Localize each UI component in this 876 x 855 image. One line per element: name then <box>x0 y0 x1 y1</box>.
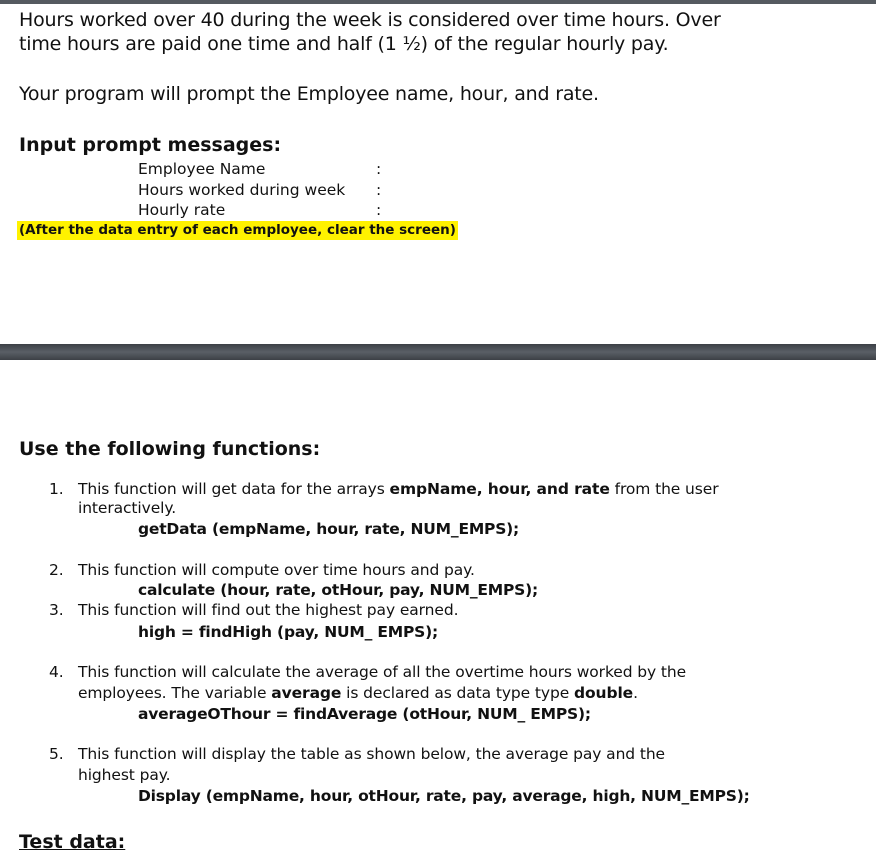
function-5-code: Display (empName, hour, otHour, rate, pay, average, high, NUM_EMPS); <box>138 787 750 805</box>
function-2-code: calculate (hour, rate, otHour, pay, NUM_EMPS); <box>138 581 539 599</box>
clear-screen-note: (After the data entry of each employee, clear the screen) <box>19 222 456 238</box>
page-divider <box>0 344 876 360</box>
input-prompts-heading: Input prompt messages: <box>19 134 282 156</box>
function-4-description-cont: employees. The variable average is declared as data type type double. <box>78 684 638 702</box>
function-2-number: 2. <box>49 561 64 579</box>
intro-line-1: Hours worked over 40 during the week is considered over time hours. Over <box>19 9 721 31</box>
function-5-number: 5. <box>49 745 64 763</box>
function-3-code: high = findHigh (pay, NUM_ EMPS); <box>138 623 438 641</box>
function-1-number: 1. <box>49 480 64 498</box>
intro-line-3: Your program will prompt the Employee name, hour, and rate. <box>19 83 599 105</box>
function-2-description: This function will compute over time hours and pay. <box>78 561 475 579</box>
function-3-number: 3. <box>49 601 64 619</box>
function-4-code: averageOThour = findAverage (otHour, NUM_ EMPS); <box>138 705 591 723</box>
function-4-description: This function will calculate the average of all the overtime hours worked by the <box>78 663 687 681</box>
prompt-colon-1: : <box>376 160 382 178</box>
prompt-employee-name: Employee Name <box>138 160 266 178</box>
top-border <box>0 0 876 4</box>
function-3-description: This function will find out the highest pay earned. <box>78 601 459 619</box>
function-1-description-cont: interactively. <box>78 499 177 517</box>
function-5-description-cont: highest pay. <box>78 766 171 784</box>
prompt-hourly-rate: Hourly rate <box>138 201 226 219</box>
prompt-colon-2: : <box>376 181 382 199</box>
prompt-hours-worked: Hours worked during week <box>138 181 346 199</box>
function-1-description: This function will get data for the arrays empName, hour, and rate from the user <box>78 480 719 498</box>
function-5-description: This function will display the table as shown below, the average pay and the <box>78 745 665 763</box>
intro-line-2: time hours are paid one time and half (1 ½) of the regular hourly pay. <box>19 33 669 55</box>
function-4-number: 4. <box>49 663 64 681</box>
prompt-colon-3: : <box>376 201 382 219</box>
function-1-code: getData (empName, hour, rate, NUM_EMPS); <box>138 520 520 538</box>
functions-heading: Use the following functions: <box>19 438 321 460</box>
test-data-heading: Test data: <box>19 831 126 853</box>
